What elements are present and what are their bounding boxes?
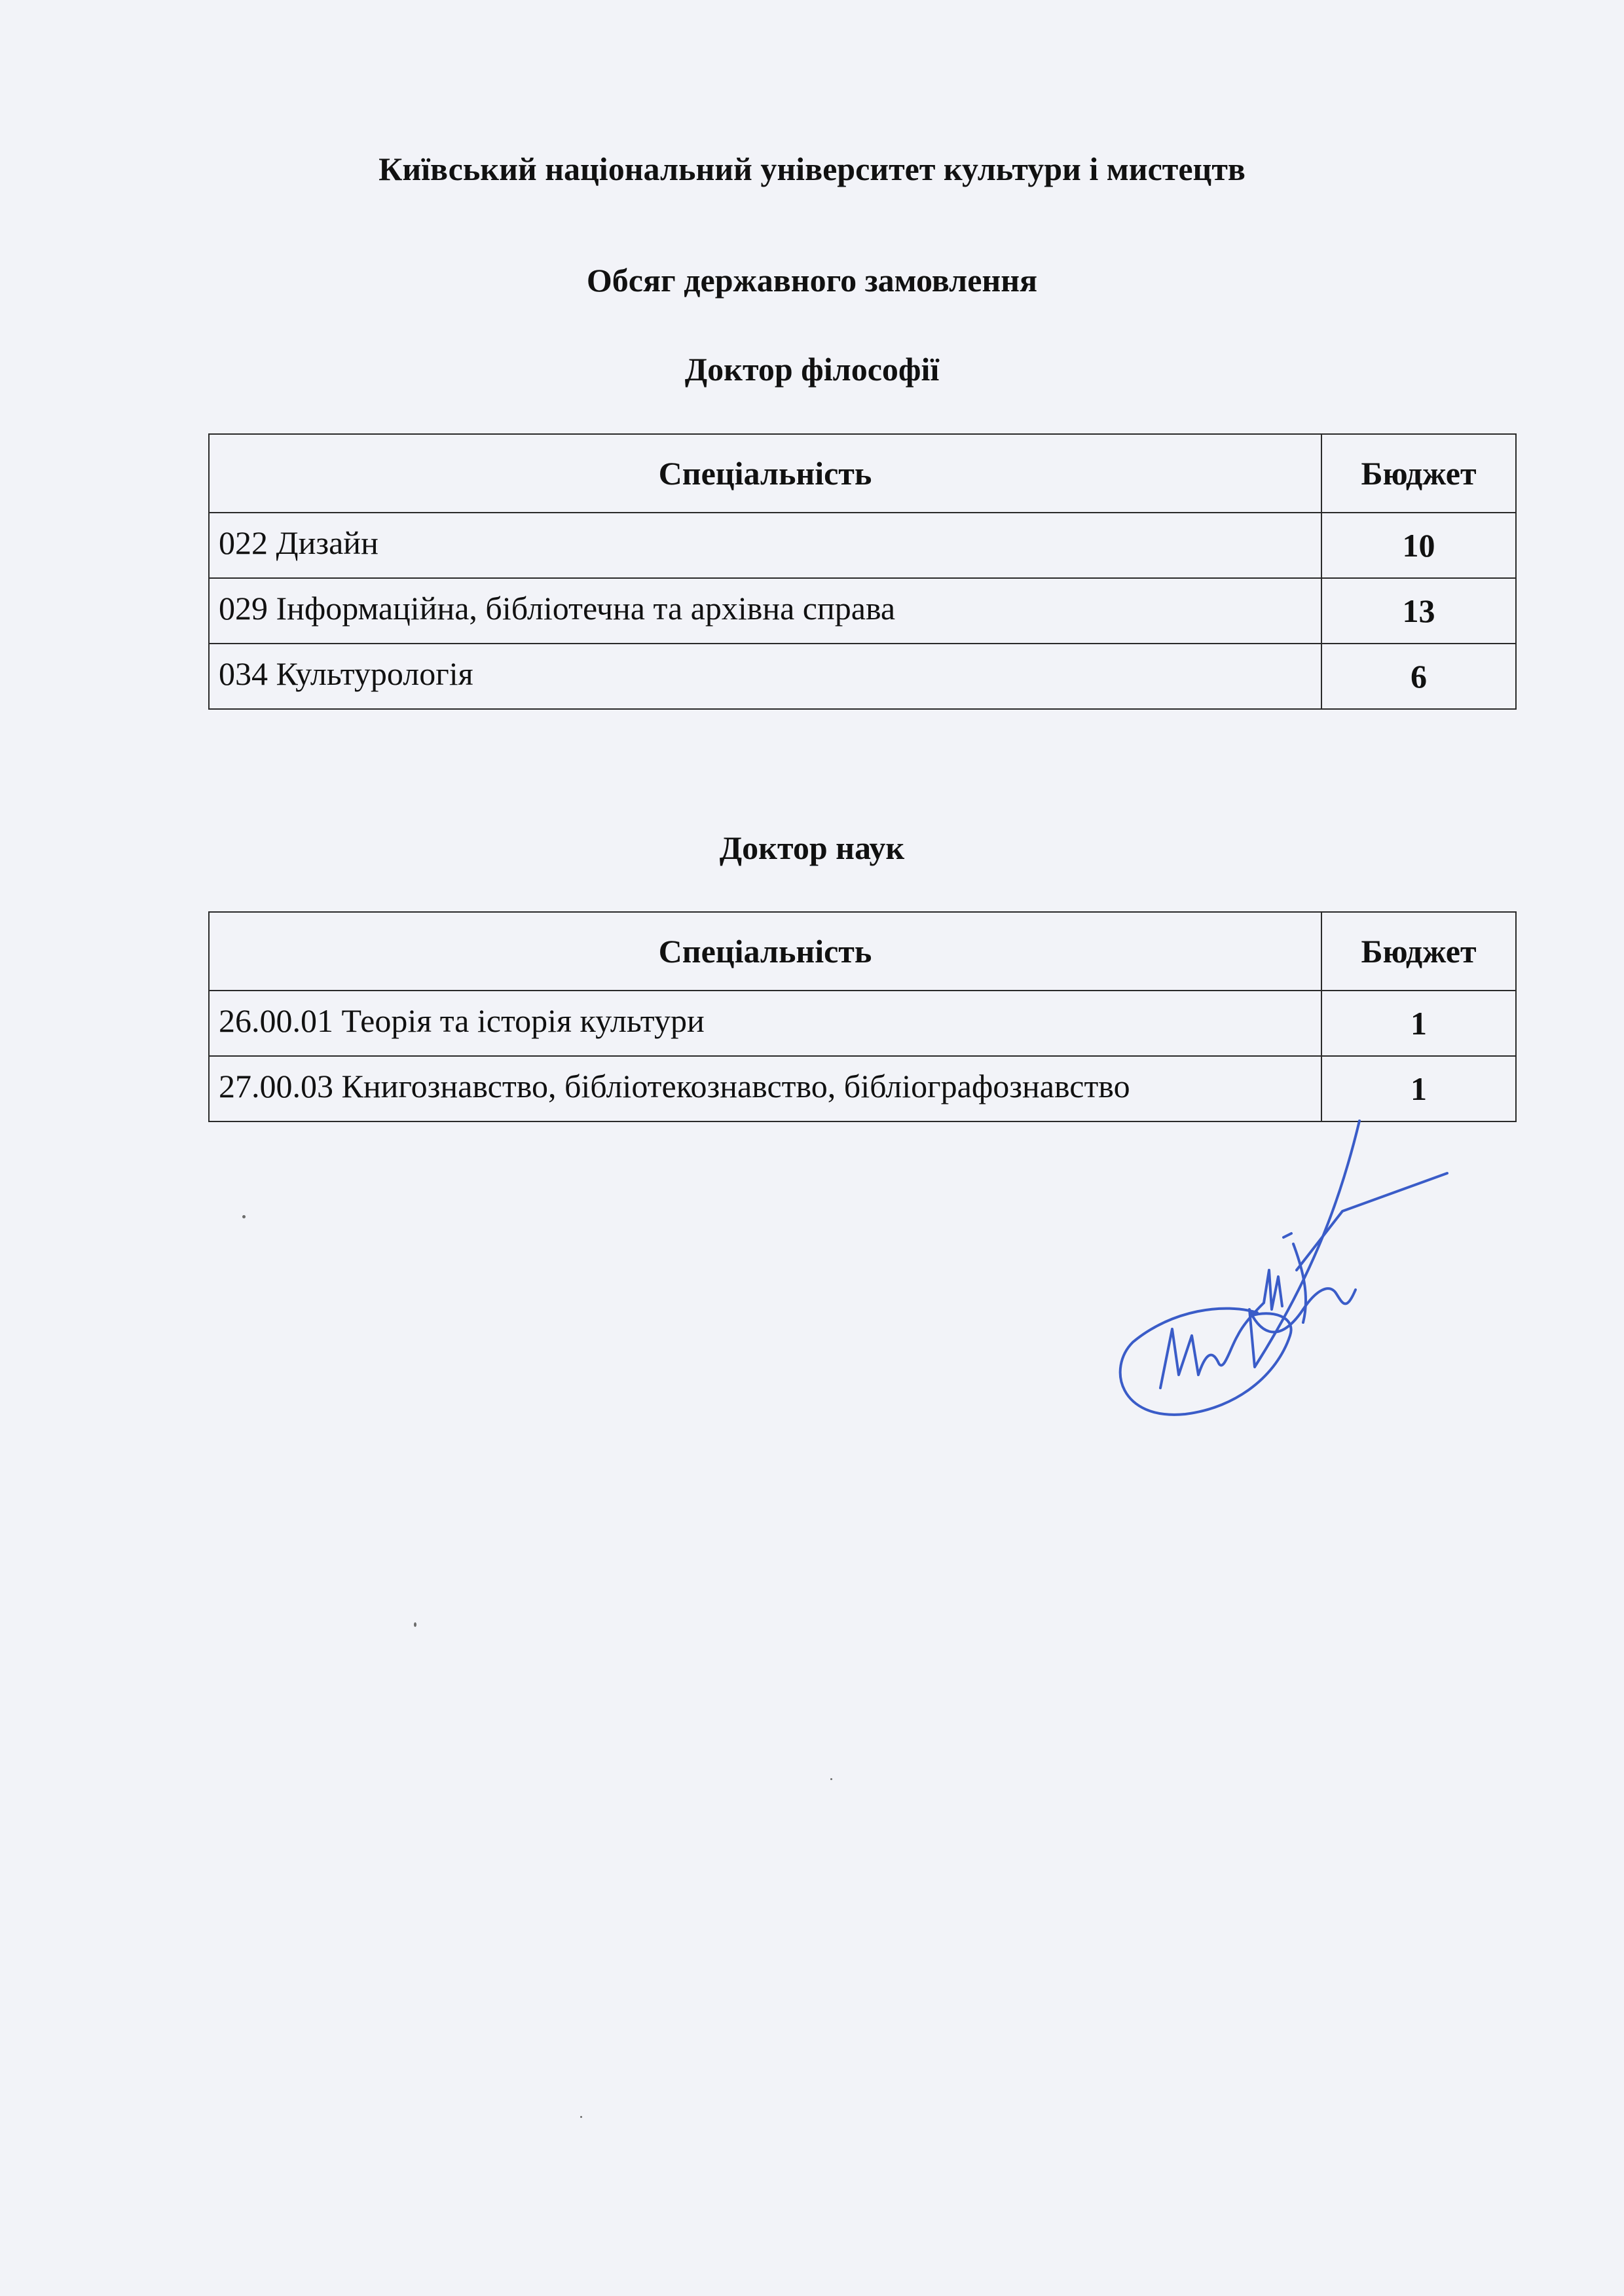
signature-stroke <box>1297 1173 1447 1270</box>
specialty-cell: 029 Інформаційна, бібліотечна та архівна справа <box>209 578 1321 644</box>
signature-stroke <box>1303 1288 1356 1309</box>
budget-cell: 1 <box>1321 991 1516 1056</box>
budget-cell: 1 <box>1321 1056 1516 1121</box>
handwritten-signature <box>1107 1113 1460 1440</box>
signature-strokes <box>1120 1121 1447 1415</box>
signature-stroke <box>1283 1233 1291 1237</box>
table-header-row <box>209 434 1516 513</box>
phd-table <box>208 433 1517 710</box>
dsc-table <box>208 911 1517 1122</box>
budget-cell: 13 <box>1321 578 1516 644</box>
signature-stroke <box>1293 1244 1306 1322</box>
column-header-budget: Бюджет <box>1321 912 1516 991</box>
table-row <box>209 513 1516 578</box>
specialty-cell: 022 Дизайн <box>209 513 1321 578</box>
specialty-cell: 034 Культурологія <box>209 644 1321 709</box>
section-title-phd: Доктор філософії <box>684 351 940 388</box>
paper-speck <box>414 1622 416 1627</box>
paper-speck <box>242 1215 246 1218</box>
order-title: Обсяг державного замовлення <box>586 262 1038 299</box>
column-header-budget: Бюджет <box>1321 434 1516 513</box>
table-row <box>209 1056 1516 1121</box>
table-row <box>209 578 1516 644</box>
specialty-cell: 26.00.01 Теорія та історія культури <box>209 991 1321 1056</box>
signature-stroke <box>1120 1309 1291 1415</box>
signature-stroke <box>1249 1121 1359 1367</box>
section-title-dsc: Доктор наук <box>719 829 905 866</box>
paper-speck <box>580 2116 582 2118</box>
table-header-row <box>209 912 1516 991</box>
table-row <box>209 644 1516 709</box>
budget-cell: 6 <box>1321 644 1516 709</box>
table-row <box>209 991 1516 1056</box>
specialty-cell: 27.00.03 Книгознавство, бібліотекознавство, бібліографознавство <box>209 1056 1321 1121</box>
column-header-specialty: Спеціальність <box>209 434 1321 513</box>
university-title: Київський національний університет культури і мистецтв <box>378 151 1246 187</box>
budget-cell: 10 <box>1321 513 1516 578</box>
column-header-specialty: Спеціальність <box>209 912 1321 991</box>
paper-speck <box>830 1778 832 1780</box>
